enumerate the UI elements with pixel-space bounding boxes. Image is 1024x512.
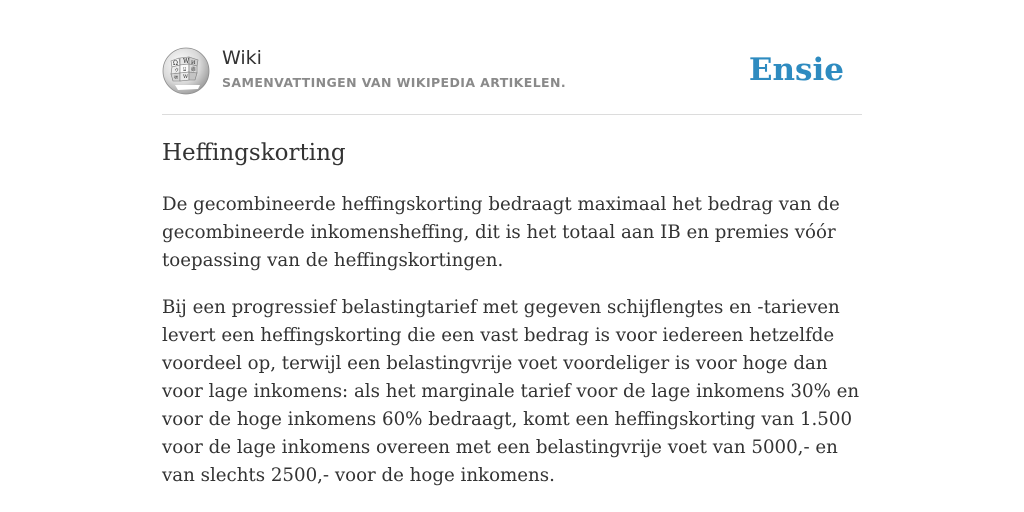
page-title: Heffingskorting bbox=[162, 140, 346, 166]
svg-text:И: И bbox=[191, 60, 196, 66]
article-paragraph: De gecombineerde heffingskorting bedraagt maximaal het bedrag van de gecombineerde inkomensheffing, dit is het totaal aan IB en premies vóór toepassing van de heffingskortingen. bbox=[162, 194, 840, 271]
ensie-logo[interactable]: Ensie bbox=[748, 52, 844, 88]
wikipedia-globe-icon[interactable] bbox=[162, 47, 210, 95]
article-paragraph: Bij een progressief belastingtarief met gegeven schijflengtes en -tarieven levert een heffingskorting die een vast bedrag is voor iedereen hetzelfde voordeel op, terwijl een belastingvrije voet voordeliger is voor hoge dan voor lage inkomens: als het marginale tarief voor de lage inkomens 30% en voor de hoge inkomens 60% bedraagt, komt een heffingskorting van 1.500 voor de lage inkomens overeen met een belastingvrije voet van 5000,- en van slechts 2500,- voor de hoge inkomens. bbox=[162, 297, 860, 486]
svg-text:維: 維 bbox=[191, 67, 197, 73]
article bbox=[162, 137, 862, 490]
svg-text:W: W bbox=[183, 58, 190, 65]
site-header bbox=[162, 44, 862, 115]
site-tagline: SAMENVATTINGEN VAN WIKIPEDIA ARTIKELEN. bbox=[222, 75, 567, 90]
svg-text:ע: ע bbox=[183, 66, 187, 73]
svg-text:Ω: Ω bbox=[173, 60, 178, 67]
site-title[interactable]: Wiki bbox=[222, 47, 262, 69]
svg-text:ウ: ウ bbox=[174, 68, 180, 74]
svg-text:W: W bbox=[183, 74, 189, 80]
svg-text:ज: ज bbox=[174, 75, 178, 81]
